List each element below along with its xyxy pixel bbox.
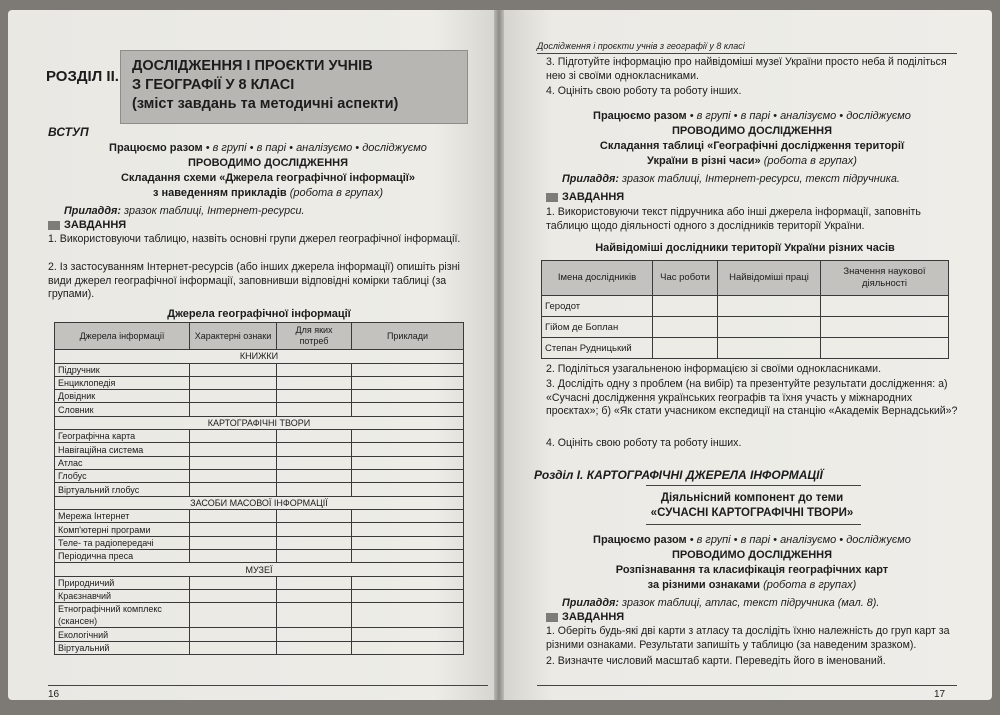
source-name: Мережа Інтернет xyxy=(55,510,190,523)
task-3b: 3. Дослідіть одну з проблем (на вибір) та презентуйте результати дослідження: а) «Сучасні дослідження українських географів та їхня участь у міжнародних проєктах»; б) «Як стати учасником експедиції на станцію «Академік Вернадський»? xyxy=(546,378,958,417)
table-row xyxy=(55,523,464,536)
source-name: Періодична преса xyxy=(55,550,190,563)
empty-cell xyxy=(190,590,277,603)
empty-cell xyxy=(277,483,352,496)
task-1: 1. Використовуючи текст підручника або інші джерела інформації, заповніть таблицю щодо діяльності одного з дослідників території України. xyxy=(546,206,921,232)
task-1: 1. Використовуючи таблицю, назвіть основні групи джерел географічної інформації. xyxy=(48,233,461,245)
right-page xyxy=(504,10,992,700)
source-name: Природничий xyxy=(55,576,190,589)
table-row xyxy=(55,403,464,416)
empty-cell xyxy=(352,470,464,483)
table-row xyxy=(55,576,464,589)
empty-cell xyxy=(190,536,277,549)
sources-table xyxy=(54,322,464,655)
col-header: Час роботи xyxy=(653,261,718,296)
empty-cell xyxy=(277,403,352,416)
empty-cell xyxy=(718,296,821,317)
book-spine xyxy=(494,10,504,700)
source-name: Атлас xyxy=(55,456,190,469)
conduct-research-heading: ПРОВОДИМО ДОСЛІДЖЕННЯ xyxy=(672,125,832,137)
empty-cell xyxy=(277,430,352,443)
tasks-marker-icon xyxy=(48,221,60,230)
tasks-marker-icon xyxy=(546,193,558,202)
empty-cell xyxy=(352,363,464,376)
table-row xyxy=(55,456,464,469)
source-name: Енциклопедія xyxy=(55,376,190,389)
table-title: Джерела географічної інформації xyxy=(167,308,351,320)
explorer-name: Гійом де Боплан xyxy=(542,317,653,338)
empty-cell xyxy=(277,510,352,523)
empty-cell xyxy=(190,443,277,456)
empty-cell xyxy=(277,523,352,536)
empty-cell xyxy=(352,403,464,416)
empty-cell xyxy=(277,470,352,483)
empty-cell xyxy=(352,376,464,389)
source-name: Словник xyxy=(55,403,190,416)
empty-cell xyxy=(277,390,352,403)
empty-cell xyxy=(190,456,277,469)
table-group-row xyxy=(55,350,464,364)
empty-cell xyxy=(352,523,464,536)
col-header: Джерела інформації xyxy=(55,323,190,350)
empty-cell xyxy=(352,641,464,654)
empty-cell xyxy=(352,483,464,496)
table-row xyxy=(55,483,464,496)
study-title-line1: Складання схеми «Джерела географічної інформації» xyxy=(120,172,416,184)
empty-cell xyxy=(277,628,352,641)
study-title-line2: з наведенням прикладів (робота в групах) xyxy=(153,187,383,199)
col-header: Для яких потреб xyxy=(277,323,352,350)
footer-rule xyxy=(537,685,957,686)
tasks-heading-2: ЗАВДАННЯ xyxy=(546,611,624,623)
empty-cell xyxy=(352,510,464,523)
conduct-research-heading-2: ПРОВОДИМО ДОСЛІДЖЕННЯ xyxy=(672,549,832,561)
source-name: Віртуальний глобус xyxy=(55,483,190,496)
empty-cell xyxy=(190,403,277,416)
empty-cell xyxy=(653,296,718,317)
running-head: Дослідження і проєкти учнів з географії у 8 класі xyxy=(537,41,745,51)
empty-cell xyxy=(352,430,464,443)
empty-cell xyxy=(190,430,277,443)
table-row xyxy=(55,430,464,443)
task-4b: 4. Оцініть свою роботу та роботу інших. xyxy=(546,437,742,449)
group-title: ЗАСОБИ МАСОВОЇ ІНФОРМАЦІЇ xyxy=(55,496,464,510)
tools-line: Приладдя: зразок таблиці, Інтернет-ресурси, текст підручника. xyxy=(562,173,900,185)
empty-cell xyxy=(718,338,821,359)
empty-cell xyxy=(277,590,352,603)
work-together-line-2: Працюємо разом • в групі • в парі • аналізуємо • досліджуємо xyxy=(593,534,911,546)
table-row xyxy=(55,536,464,549)
component-rule-bottom xyxy=(646,524,861,525)
task-2: 2. Із застосуванням Інтернет-ресурсів (або інших джерела інформації) опишіть різні види джерел географічної інформації, заповнивши відповідні комірки таблиці (за групами). xyxy=(48,261,460,300)
empty-cell xyxy=(190,363,277,376)
group-title: МУЗЕЇ xyxy=(55,563,464,577)
empty-cell xyxy=(352,390,464,403)
table-row xyxy=(55,363,464,376)
explorers-table xyxy=(541,260,949,359)
empty-cell xyxy=(190,510,277,523)
table-group-row xyxy=(55,563,464,577)
empty-cell xyxy=(190,390,277,403)
table-row xyxy=(55,470,464,483)
empty-cell xyxy=(352,628,464,641)
task-4: 4. Оцініть свою роботу та роботу інших. xyxy=(546,85,742,97)
component-line2: «СУЧАСНІ КАРТОГРАФІЧНІ ТВОРИ» xyxy=(650,507,854,519)
empty-cell xyxy=(190,641,277,654)
table-row xyxy=(55,590,464,603)
task-3: 3. Підготуйте інформацію про найвідоміші музеї України просто неба й поділіться нею зі своїми однокласниками. xyxy=(546,56,947,82)
empty-cell xyxy=(352,576,464,589)
source-name: Підручник xyxy=(55,363,190,376)
source-name: Географічна карта xyxy=(55,430,190,443)
table-row xyxy=(55,550,464,563)
table-row xyxy=(55,443,464,456)
empty-cell xyxy=(190,550,277,563)
empty-cell xyxy=(190,576,277,589)
empty-cell xyxy=(821,317,949,338)
study-3-line1: Розпізнавання та класифікація географічних карт xyxy=(615,564,889,576)
work-together-line: Працюємо разом • в групі • в парі • аналізуємо • досліджуємо xyxy=(593,110,911,122)
component-rule-top xyxy=(646,485,861,486)
empty-cell xyxy=(352,456,464,469)
study-3-line2: за різними ознаками (робота в групах) xyxy=(647,579,857,591)
work-together-line: Працюємо разом • в групі • в парі • аналізуємо • досліджуємо xyxy=(109,142,427,154)
table-row xyxy=(55,603,464,628)
tasks-heading: ЗАВДАННЯ xyxy=(546,191,624,203)
table-row xyxy=(542,338,949,359)
empty-cell xyxy=(190,483,277,496)
page-number: 16 xyxy=(48,689,60,700)
study-title-line1: Складання таблиці «Географічні дослідження території xyxy=(599,140,905,152)
explorer-name: Геродот xyxy=(542,296,653,317)
empty-cell xyxy=(190,603,277,628)
empty-cell xyxy=(352,603,464,628)
source-name: Комп'ютерні програми xyxy=(55,523,190,536)
intro-heading: ВСТУП xyxy=(48,125,89,139)
empty-cell xyxy=(821,338,949,359)
source-name: Краєзнавчий xyxy=(55,590,190,603)
empty-cell xyxy=(190,628,277,641)
source-name: Глобус xyxy=(55,470,190,483)
col-header: Характерні ознаки xyxy=(190,323,277,350)
tasks-heading: ЗАВДАННЯ xyxy=(48,219,126,231)
empty-cell xyxy=(277,456,352,469)
col-header: Імена дослідників xyxy=(542,261,653,296)
empty-cell xyxy=(718,317,821,338)
empty-cell xyxy=(352,443,464,456)
empty-cell xyxy=(190,376,277,389)
source-name: Навігаційна система xyxy=(55,443,190,456)
empty-cell xyxy=(190,470,277,483)
empty-cell xyxy=(277,536,352,549)
explorer-name: Степан Рудницький xyxy=(542,338,653,359)
section-label: РОЗДІЛ ІІ. xyxy=(46,68,119,85)
table-row xyxy=(55,641,464,654)
empty-cell xyxy=(190,523,277,536)
tools-line: Приладдя: зразок таблиці, Інтернет-ресурси. xyxy=(64,205,305,217)
group-title: КНИЖКИ xyxy=(55,350,464,364)
col-header: Значення наукової діяльності xyxy=(821,261,949,296)
task-2b: 2. Поділіться узагальненою інформацією зі своїми однокласниками. xyxy=(546,363,882,375)
header-rule xyxy=(537,53,957,54)
table-row xyxy=(55,510,464,523)
empty-cell xyxy=(653,317,718,338)
table-row xyxy=(55,376,464,389)
conduct-research-heading: ПРОВОДИМО ДОСЛІДЖЕННЯ xyxy=(188,157,348,169)
empty-cell xyxy=(277,363,352,376)
empty-cell xyxy=(277,576,352,589)
col-header: Найвідоміші праці xyxy=(718,261,821,296)
table-row xyxy=(542,296,949,317)
table-group-row xyxy=(55,416,464,430)
empty-cell xyxy=(277,376,352,389)
empty-cell xyxy=(653,338,718,359)
study-title-line2: України в різні часи» (робота в групах) xyxy=(647,155,857,167)
empty-cell xyxy=(277,603,352,628)
source-name: Віртуальний xyxy=(55,641,190,654)
group-title: КАРТОГРАФІЧНІ ТВОРИ xyxy=(55,416,464,430)
empty-cell xyxy=(352,536,464,549)
tasks-marker-icon xyxy=(546,613,558,622)
table-title: Найвідоміші дослідники території України різних часів xyxy=(595,242,895,254)
empty-cell xyxy=(352,550,464,563)
component-line1: Діяльнісний компонент до теми xyxy=(660,492,844,504)
table-row xyxy=(55,628,464,641)
table-row xyxy=(55,390,464,403)
source-name: Екологічний xyxy=(55,628,190,641)
table-row xyxy=(542,317,949,338)
section-heading: Розділ І. КАРТОГРАФІЧНІ ДЖЕРЕЛА ІНФОРМАЦІЇ xyxy=(534,468,823,482)
left-page xyxy=(8,10,494,700)
empty-cell xyxy=(277,641,352,654)
empty-cell xyxy=(277,550,352,563)
col-header: Приклади xyxy=(352,323,464,350)
empty-cell xyxy=(821,296,949,317)
tools-line-2: Приладдя: зразок таблиці, атлас, текст підручника (мал. 8). xyxy=(562,597,880,609)
footer-rule xyxy=(48,685,488,686)
empty-cell xyxy=(277,443,352,456)
source-name: Довідник xyxy=(55,390,190,403)
section-title: ДОСЛІДЖЕННЯ І ПРОЄКТИ УЧНІВ З ГЕОГРАФІЇ У 8 КЛАСІ (зміст завдань та методичні аспекти) xyxy=(132,58,399,112)
table-group-row xyxy=(55,496,464,510)
empty-cell xyxy=(352,590,464,603)
page-number: 17 xyxy=(934,689,946,700)
task-2c: 2. Визначте числовий масштаб карти. Переведіть його в іменований. xyxy=(546,655,886,667)
task-1c: 1. Оберіть будь-які дві карти з атласу та дослідіть їхню належність до груп карт за різними ознаками. Результати запишіть у таблицю (за наведеним зразком). xyxy=(546,625,950,651)
source-name: Теле- та радіопередачі xyxy=(55,536,190,549)
source-name: Етнографічний комплекс (скансен) xyxy=(55,603,190,628)
